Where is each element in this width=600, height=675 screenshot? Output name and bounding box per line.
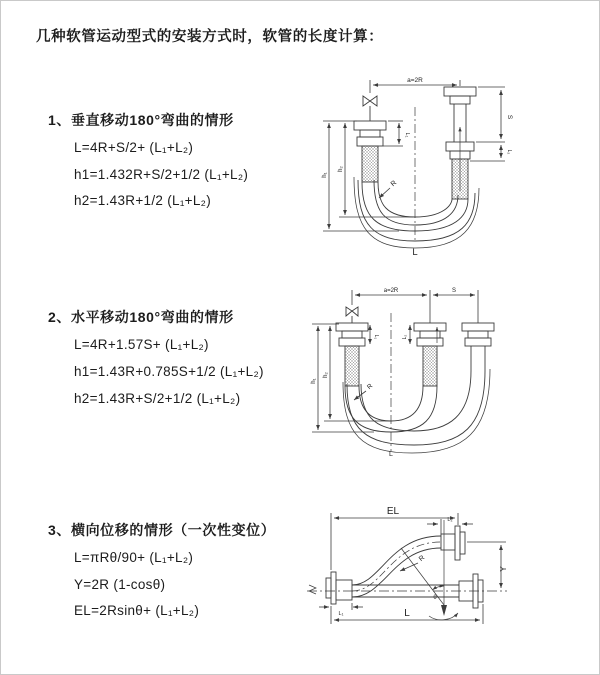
dim-label-a2r: a=2R [407, 77, 423, 84]
diagram-horizontal-180-bend [304, 283, 589, 461]
section-1-heading: 1、垂直移动180°弯曲的情形 [48, 112, 234, 128]
dim-label-h1: h₁ [322, 172, 328, 178]
dim-l1 [319, 603, 363, 610]
section-2-heading: 2、水平移动180°弯曲的情形 [48, 309, 234, 325]
section-3-formula-l: L=πRθ/90+ (L₁+L₂) [74, 550, 194, 565]
dim-label-l2: L₂ [402, 334, 408, 340]
dim-label-h2: h₂ [323, 372, 329, 378]
angle-construction [401, 520, 458, 620]
section-1-formula-l: L=4R+S/2+ (L₁+L₂) [74, 140, 194, 155]
dim-s [476, 87, 505, 142]
dim-label-l2: L₂ [506, 149, 512, 155]
dim-label-h1: h₁ [311, 378, 317, 384]
pipe-break-icon [309, 585, 316, 594]
section-2-formula-h1: h1=1.43R+0.785S+1/2 (L₁+L₂) [74, 364, 264, 379]
dim-label-l: L [404, 608, 410, 619]
section-3-heading: 3、横向位移的情形（一次性变位） [48, 522, 276, 538]
left-flange-fitting [336, 323, 368, 386]
dim-label-l2: L₂ [447, 517, 453, 523]
radius-leader [379, 188, 390, 198]
diagram-lateral-displacement [301, 500, 591, 642]
middle-flange-fitting [414, 323, 446, 386]
page-title: 几种软管运动型式的安装方式时，软管的长度计算： [36, 29, 384, 45]
right-flange-fitting [444, 87, 476, 199]
radius-label: R [389, 179, 399, 189]
section-1-formula-h2: h2=1.43R+1/2 (L₁+L₂) [74, 193, 212, 208]
diagram-vertical-180-bend [313, 71, 578, 263]
dim-l2 [470, 145, 505, 161]
left-flange-fitting [326, 572, 352, 604]
left-flange-fitting [354, 121, 386, 182]
section-3-formula-el: EL=2Rsinθ+ (L₁+L₂) [74, 603, 200, 618]
dim-label-y: Y [499, 566, 508, 572]
dim-label-l: L [389, 451, 393, 458]
dim-label-el: EL [386, 506, 400, 517]
section-1-formula-h1: h1=1.432R+S/2+1/2 (L₁+L₂) [74, 167, 249, 182]
angle-label: θ [433, 595, 437, 601]
valve-icon [363, 96, 377, 121]
dim-label-s: S [506, 114, 513, 120]
dim-label-l1: L₁ [373, 334, 379, 340]
section-2-formula-l: L=4R+1.57S+ (L₁+L₂) [74, 337, 209, 352]
s-curve-hose [352, 536, 441, 597]
dim-label-a2r: a=2R [383, 288, 399, 294]
dim-label-h2: h₂ [338, 166, 344, 172]
right-flange-fitting [462, 323, 494, 371]
dim-label-l1: L₁ [338, 611, 344, 617]
valve-icon [346, 307, 358, 323]
dim-label-l: L [412, 247, 418, 258]
radius-label: R [365, 382, 375, 392]
radius-label: R [417, 554, 427, 564]
hose-curves [343, 369, 490, 453]
section-3-formula-y: Y=2R (1-cosθ) [74, 577, 166, 592]
top-flange-fitting [441, 526, 465, 560]
dim-label-s: S [451, 288, 457, 294]
dim-label-l1: L₁ [404, 132, 410, 138]
section-2-formula-h2: h2=1.43R+S/2+1/2 (L₁+L₂) [74, 391, 241, 406]
